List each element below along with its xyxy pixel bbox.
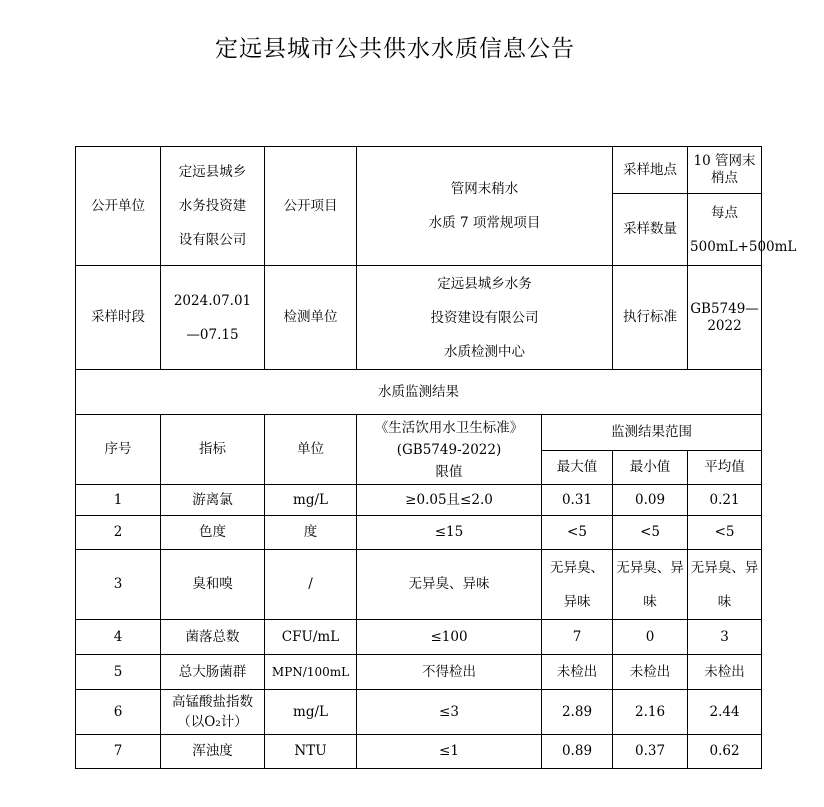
sample-qty-value: 每点 500mL+500mL (688, 194, 762, 266)
open-item-value: 管网末稍水 水质 7 项常规项目 (357, 147, 613, 266)
row-limit: ≤1 (357, 735, 542, 769)
row-indicator: 臭和嗅 (161, 550, 265, 620)
row-no: 5 (76, 655, 161, 690)
row-indicator: 菌落总数 (161, 620, 265, 655)
row-unit: / (265, 550, 357, 620)
header-indicator: 指标 (161, 415, 265, 485)
row-indicator: 总大肠菌群 (161, 655, 265, 690)
open-unit-label: 公开单位 (76, 147, 161, 266)
row-avg: 3 (688, 620, 762, 655)
standard-value: GB5749—2022 (688, 266, 762, 370)
row-unit: 度 (265, 516, 357, 550)
table-row (76, 655, 762, 690)
row-no: 1 (76, 485, 161, 516)
row-max: 未检出 (542, 655, 613, 690)
row-indicator: 色度 (161, 516, 265, 550)
row-avg: 2.44 (688, 690, 762, 735)
header-range: 监测结果范围 (542, 415, 762, 451)
open-item-label: 公开项目 (265, 147, 357, 266)
row-no: 3 (76, 550, 161, 620)
row-limit: ≤15 (357, 516, 542, 550)
table-row (76, 735, 762, 769)
row-max: 2.89 (542, 690, 613, 735)
row-limit: ≥0.05且≤2.0 (357, 485, 542, 516)
row-unit: NTU (265, 735, 357, 769)
row-avg: <5 (688, 516, 762, 550)
table-row (76, 620, 762, 655)
sample-site-label: 采样地点 (613, 147, 688, 194)
header-min: 最小值 (613, 451, 688, 485)
page-title: 定远县城市公共供水水质信息公告 (215, 36, 575, 62)
row-min: <5 (613, 516, 688, 550)
row-limit: 不得检出 (357, 655, 542, 690)
row-max: 0.89 (542, 735, 613, 769)
table-row (76, 690, 762, 735)
header-avg: 平均值 (688, 451, 762, 485)
standard-label: 执行标准 (613, 266, 688, 370)
header-limit: 《生活饮用水卫生标准》 (GB5749-2022) 限值 (357, 415, 542, 485)
sample-period-value: 2024.07.01 —07.15 (161, 266, 265, 370)
row-unit: mg/L (265, 485, 357, 516)
row-avg: 0.21 (688, 485, 762, 516)
row-max: <5 (542, 516, 613, 550)
row-min: 0.09 (613, 485, 688, 516)
row-no: 6 (76, 690, 161, 735)
header-max: 最大值 (542, 451, 613, 485)
open-unit-value: 定远县城乡 水务投资建 设有限公司 (161, 147, 265, 266)
row-max: 0.31 (542, 485, 613, 516)
header-no: 序号 (76, 415, 161, 485)
sample-period-label: 采样时段 (76, 266, 161, 370)
row-avg: 无异臭、异味 (688, 550, 762, 620)
test-unit-value: 定远县城乡水务 投资建设有限公司 水质检测中心 (357, 266, 613, 370)
sample-qty-label: 采样数量 (613, 194, 688, 266)
row-min: 0.37 (613, 735, 688, 769)
row-indicator: 高锰酸盐指数（以O₂计） (161, 690, 265, 735)
row-unit: CFU/mL (265, 620, 357, 655)
row-indicator: 游离氯 (161, 485, 265, 516)
row-min: 2.16 (613, 690, 688, 735)
table-row (76, 550, 762, 620)
table-row (76, 485, 762, 516)
row-avg: 0.62 (688, 735, 762, 769)
row-unit: MPN/100mL (265, 655, 357, 690)
row-min: 无异臭、异味 (613, 550, 688, 620)
sample-site-value: 10 管网末梢点 (688, 147, 762, 194)
row-min: 0 (613, 620, 688, 655)
row-no: 4 (76, 620, 161, 655)
row-indicator: 浑浊度 (161, 735, 265, 769)
row-avg: 未检出 (688, 655, 762, 690)
water-quality-table (75, 146, 797, 769)
section-title: 水质监测结果 (76, 370, 762, 415)
row-limit: ≤100 (357, 620, 542, 655)
row-min: 未检出 (613, 655, 688, 690)
row-no: 7 (76, 735, 161, 769)
header-unit: 单位 (265, 415, 357, 485)
row-max: 7 (542, 620, 613, 655)
row-unit: mg/L (265, 690, 357, 735)
row-no: 2 (76, 516, 161, 550)
row-limit: ≤3 (357, 690, 542, 735)
row-max: 无异臭、异味 (542, 550, 613, 620)
row-limit: 无异臭、异味 (357, 550, 542, 620)
table-row (76, 516, 762, 550)
test-unit-label: 检测单位 (265, 266, 357, 370)
